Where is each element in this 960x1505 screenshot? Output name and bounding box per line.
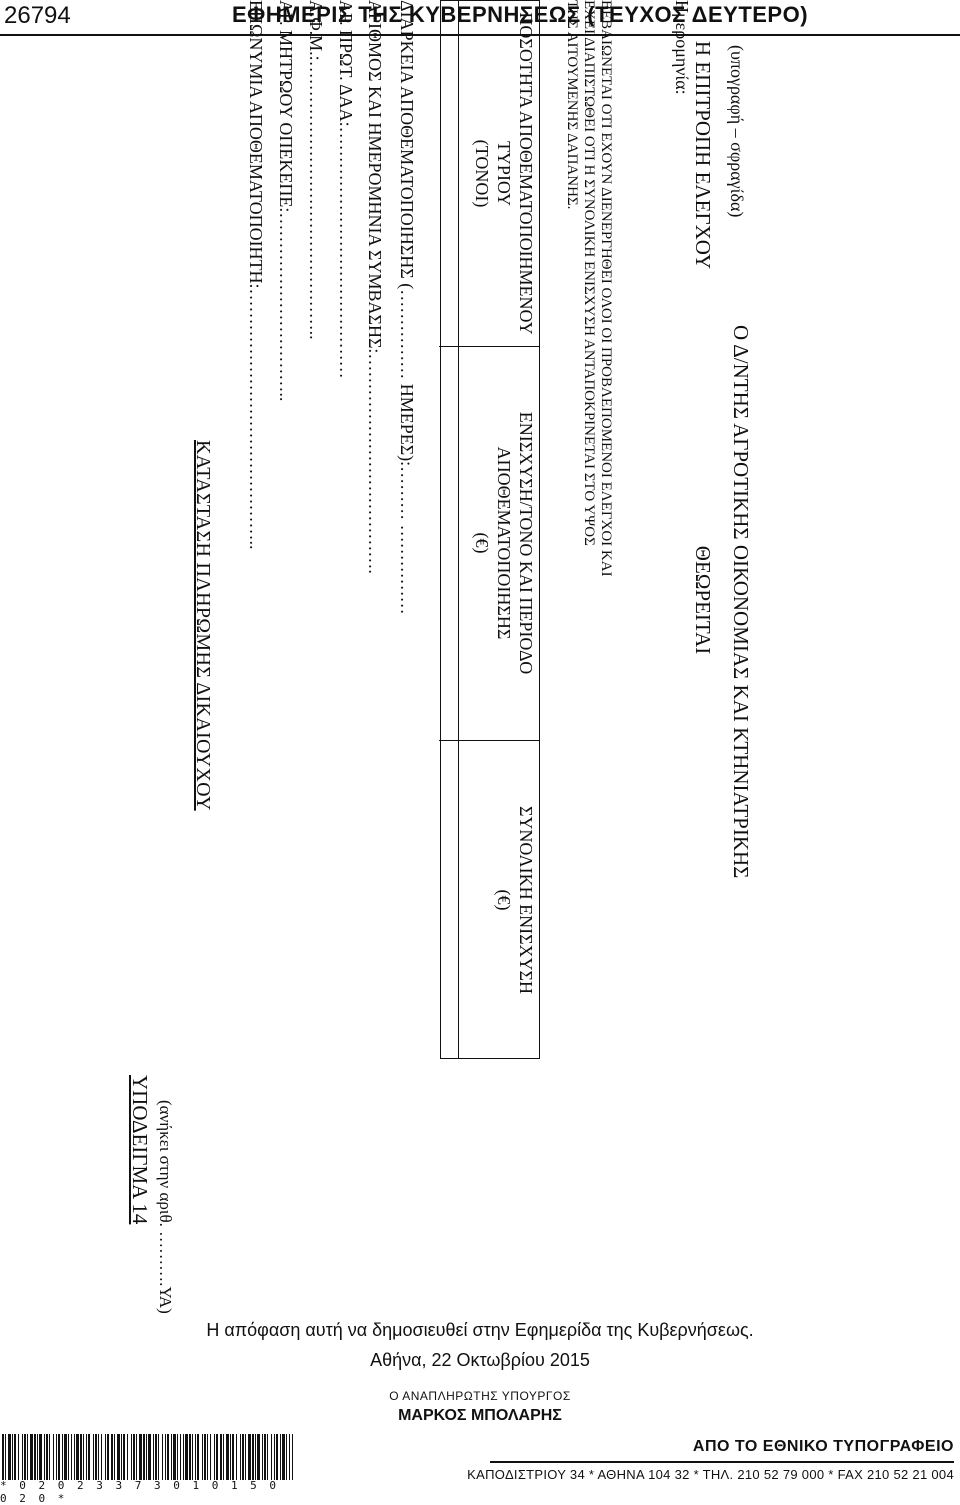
- barcode-bar: [155, 1434, 157, 1480]
- barcode-bar: [230, 1434, 231, 1480]
- barcode-bar: [173, 1434, 176, 1480]
- barcode-bar: [93, 1434, 94, 1480]
- barcode-bar: [24, 1434, 26, 1480]
- barcode-bar: [12, 1434, 13, 1480]
- field-registry: ΑΡ. ΜΗΤΡΩΟΥ ΟΠΕΚΕΠΕ:…………………………..: [276, 0, 296, 402]
- table-header-total: ΣΥΝΟΛΙΚΗ ΕΝΙΣΧΥΣΗ (€): [494, 805, 536, 995]
- field-name: ΕΠΩΝΥΜΙΑ ΑΠΟΘΕΜΑΤΟΠΟΙΗΤΗ:……………………………………..: [246, 0, 266, 550]
- barcode-bar: [114, 1434, 115, 1480]
- barcode-bar: [289, 1434, 290, 1480]
- field-afm: Α.Φ.Μ.:………………………………………..: [306, 0, 326, 340]
- barcode-bar: [240, 1434, 241, 1480]
- minister-name: ΜΑΡΚΟΣ ΜΠΟΛΑΡΗΣ: [398, 1407, 562, 1424]
- example-title: ΥΠΟΔΕΙΓΜΑ 14: [128, 1075, 152, 1225]
- barcode-bar: [107, 1434, 109, 1480]
- printer-divider: [490, 1461, 954, 1463]
- barcode-bar: [46, 1434, 48, 1480]
- certification-text: ΒΕΒΑΙΩΝΕΤΑΙ ΟΤΙ ΕΧΟΥΝ ΔΙΕΝΕΡΓΗΘΕΙ ΟΛΟΙ ΟΙ ΠΡΟΒΛΕΠΟΜΕΝΟΙ ΕΛΕΓΧΟΙ ΚΑΙ ΕΧΕΙ ΔΙΑΠΙΣΤΩΘΕΙ ΟΤΙ Η ΣΥΝΟΛΙΚΗ ΕΝΙΣΧΥΣΗ ΑΝΤΑΠΟΚΡΙΝΕΤΑΙ ΣΤΟ ΥΨΟΣ ΤΗΣ ΑΙΤΟΥΜΕΝΗΣ ΔΑΠΑΝΗΣ.: [564, 0, 614, 577]
- committee-label: Η ΕΠΙΤΡΟΠΗ ΕΛΕΓΧΟΥ: [691, 40, 715, 270]
- barcode-bar: [133, 1434, 135, 1480]
- barcode-bar: [158, 1434, 159, 1480]
- barcode-bar: [18, 1434, 19, 1480]
- barcode-bar: [88, 1434, 90, 1480]
- barcode-bar: [117, 1434, 120, 1480]
- barcode-bar: [245, 1434, 246, 1480]
- barcode-bar: [204, 1434, 206, 1480]
- barcode-bar: [280, 1434, 281, 1480]
- barcode-bar: [242, 1434, 244, 1480]
- form-title: ΚΑΤΑΣΤΑΣΗ ΠΛΗΡΩΜΗΣ ΔΙΚΑΙΟΥΧΟΥ: [192, 440, 214, 811]
- barcode-bar: [236, 1434, 237, 1480]
- barcode-bar: [30, 1434, 33, 1480]
- barcode-bar: [257, 1434, 260, 1480]
- barcode-bar: [123, 1434, 125, 1480]
- printer-address: ΚΑΠΟΔΙΣΤΡΙΟΥ 34 * ΑΘΗΝΑ 104 32 * ΤΗΛ. 210 52 79 000 * FAX 210 52 21 004: [467, 1467, 954, 1482]
- barcode-bar: [180, 1434, 181, 1480]
- minister-role: Ο ΑΝΑΠΛΗΡΩΤΗΣ ΥΠΟΥΡΓΟΣ: [389, 1389, 571, 1403]
- barcode-bar: [14, 1434, 16, 1480]
- barcode-number: * 0 2 0 2 3 3 7 3 0 1 0 1 5 0 0 2 0 *: [0, 1479, 280, 1505]
- publication-statement: Η απόφαση αυτή να δημοσιευθεί στην Εφημερίδα της Κυβερνήσεως.: [206, 1320, 754, 1340]
- barcode-bar: [68, 1434, 69, 1480]
- barcode-bar: [5, 1434, 6, 1480]
- barcode-bar: [34, 1434, 36, 1480]
- barcode-image: [2, 1434, 294, 1480]
- barcode-bar: [271, 1434, 272, 1480]
- barcode-bar: [62, 1434, 63, 1480]
- barcode-bar: [101, 1434, 102, 1480]
- field-contract: ΑΡΙΘΜΟΣ ΚΑΙ ΗΜΕΡΟΜΗΝΙΑ ΣΥΜΒΑΣΗΣ:……………………………….: [365, 0, 385, 574]
- barcode-bar: [83, 1434, 84, 1480]
- table-header-quantity: ΠΟΣΟΤΗΤΑ ΑΠΟΘΕΜΑΤΟΠΟΙΗΜΕΝΟΥ ΤΥΡΙΟΥ (ΤΟΝΟΙ): [472, 12, 536, 335]
- barcode-bar: [223, 1434, 224, 1480]
- barcode-bar: [56, 1434, 57, 1480]
- barcode-bar: [264, 1434, 266, 1480]
- barcode-bar: [27, 1434, 28, 1480]
- barcode-bar: [171, 1434, 172, 1480]
- barcode-bar: [226, 1434, 229, 1480]
- barcode-bar: [139, 1434, 142, 1480]
- printer-label: ΑΠΟ ΤΟ ΕΘΝΙΚΟ ΤΥΠΟΓΡΑΦΕΙΟ: [692, 1438, 954, 1455]
- barcode-bar: [49, 1434, 50, 1480]
- barcode-bar: [39, 1434, 42, 1480]
- barcode-bar: [210, 1434, 211, 1480]
- barcode-bar: [86, 1434, 87, 1480]
- barcode-bar: [189, 1434, 191, 1480]
- barcode-bar: [74, 1434, 75, 1480]
- barcode-bar: [44, 1434, 45, 1480]
- field-protocol: ΑΡ. ΠΡΩΤ. ΔΑΑ:……………………………………: [336, 0, 356, 379]
- barcode-bar: [286, 1434, 287, 1480]
- barcode-bar: [214, 1434, 215, 1480]
- date-label: Ημερομηνία:: [672, 0, 692, 95]
- barcode-bar: [197, 1434, 199, 1480]
- barcode-bar: [71, 1434, 72, 1480]
- barcode-bar: [276, 1434, 278, 1480]
- barcode-bar: [232, 1434, 234, 1480]
- barcode-bar: [2, 1434, 4, 1480]
- barcode-bar: [202, 1434, 203, 1480]
- barcode-bar: [165, 1434, 166, 1480]
- table-header-rate: ΕΝΙΣΧΥΣΗ/ΤΟΝΟ ΚΑΙ ΠΕΡΙΟΔΟ ΑΠΟΘΕΜΑΤΟΠΟΙΗΣΗΣ (€): [472, 411, 536, 675]
- field-duration: ΔΙΑΡΚΕΙΑ ΑΠΟΘΕΜΑΤΟΠΟΙΗΣΗΣ (…………… ΗΜΕΡΕΣ):……… ……………: [397, 0, 417, 615]
- example-subtitle: (ανήκει στην αριθ. ……….ΥΑ): [156, 1100, 175, 1314]
- table-header-rule: [458, 1, 459, 1058]
- barcode-bar: [127, 1434, 128, 1480]
- barcode-bar: [95, 1434, 97, 1480]
- barcode-bar: [22, 1434, 23, 1480]
- barcode-bar: [262, 1434, 263, 1480]
- barcode-bar: [105, 1434, 106, 1480]
- barcode-bar: [274, 1434, 275, 1480]
- barcode-bar: [148, 1434, 151, 1480]
- barcode-bar: [37, 1434, 38, 1480]
- barcode-bar: [80, 1434, 82, 1480]
- barcode-bar: [76, 1434, 79, 1480]
- barcode-bar: [185, 1434, 188, 1480]
- barcode-bar: [162, 1434, 163, 1480]
- barcode-bar: [121, 1434, 122, 1480]
- barcode-bar: [136, 1434, 137, 1480]
- barcode-bar: [98, 1434, 99, 1480]
- barcode-bar: [255, 1434, 256, 1480]
- barcode-bar: [58, 1434, 60, 1480]
- barcode-bar: [153, 1434, 154, 1480]
- gazette-title: ΕΦΗΜΕΡΙΣ ΤΗΣ ΚΥΒΕΡΝΗΣΕΩΣ (ΤΕΥΧΟΣ ΔΕΥΤΕΡΟ): [232, 2, 809, 27]
- barcode-bar: [195, 1434, 196, 1480]
- barcode-bar: [146, 1434, 147, 1480]
- barcode-bar: [252, 1434, 254, 1480]
- barcode-bar: [177, 1434, 178, 1480]
- committee-signature-note: (υπογραφή – σφραγίδα): [727, 45, 747, 218]
- barcode-bar: [192, 1434, 193, 1480]
- barcode-bar: [220, 1434, 222, 1480]
- barcode-bar: [111, 1434, 113, 1480]
- barcode-bar: [282, 1434, 285, 1480]
- barcode-bar: [143, 1434, 145, 1480]
- director-label: Ο Δ/ΝΤΗΣ ΑΓΡΟΤΙΚΗΣ ΟΙΚΟΝΟΜΙΑΣ ΚΑΙ ΚΤΗΝΙΑΤΡΙΚΗΣ: [729, 325, 753, 879]
- barcode-bar: [292, 1434, 293, 1480]
- barcode-bar: [167, 1434, 169, 1480]
- approved-label: ΘΕΩΡΕΙΤΑΙ: [691, 545, 715, 655]
- barcode-bar: [248, 1434, 251, 1480]
- barcode-bar: [207, 1434, 208, 1480]
- payment-table: [440, 0, 540, 1059]
- barcode-bar: [131, 1434, 132, 1480]
- barcode-bar: [8, 1434, 11, 1480]
- barcode-bar: [267, 1434, 268, 1480]
- barcode-bar: [53, 1434, 54, 1480]
- place-date: Αθήνα, 22 Οκτωβρίου 2015: [370, 1350, 590, 1370]
- barcode-bar: [64, 1434, 67, 1480]
- page-number: 26794: [4, 2, 71, 29]
- barcode-bar: [216, 1434, 218, 1480]
- barcode-bar: [183, 1434, 184, 1480]
